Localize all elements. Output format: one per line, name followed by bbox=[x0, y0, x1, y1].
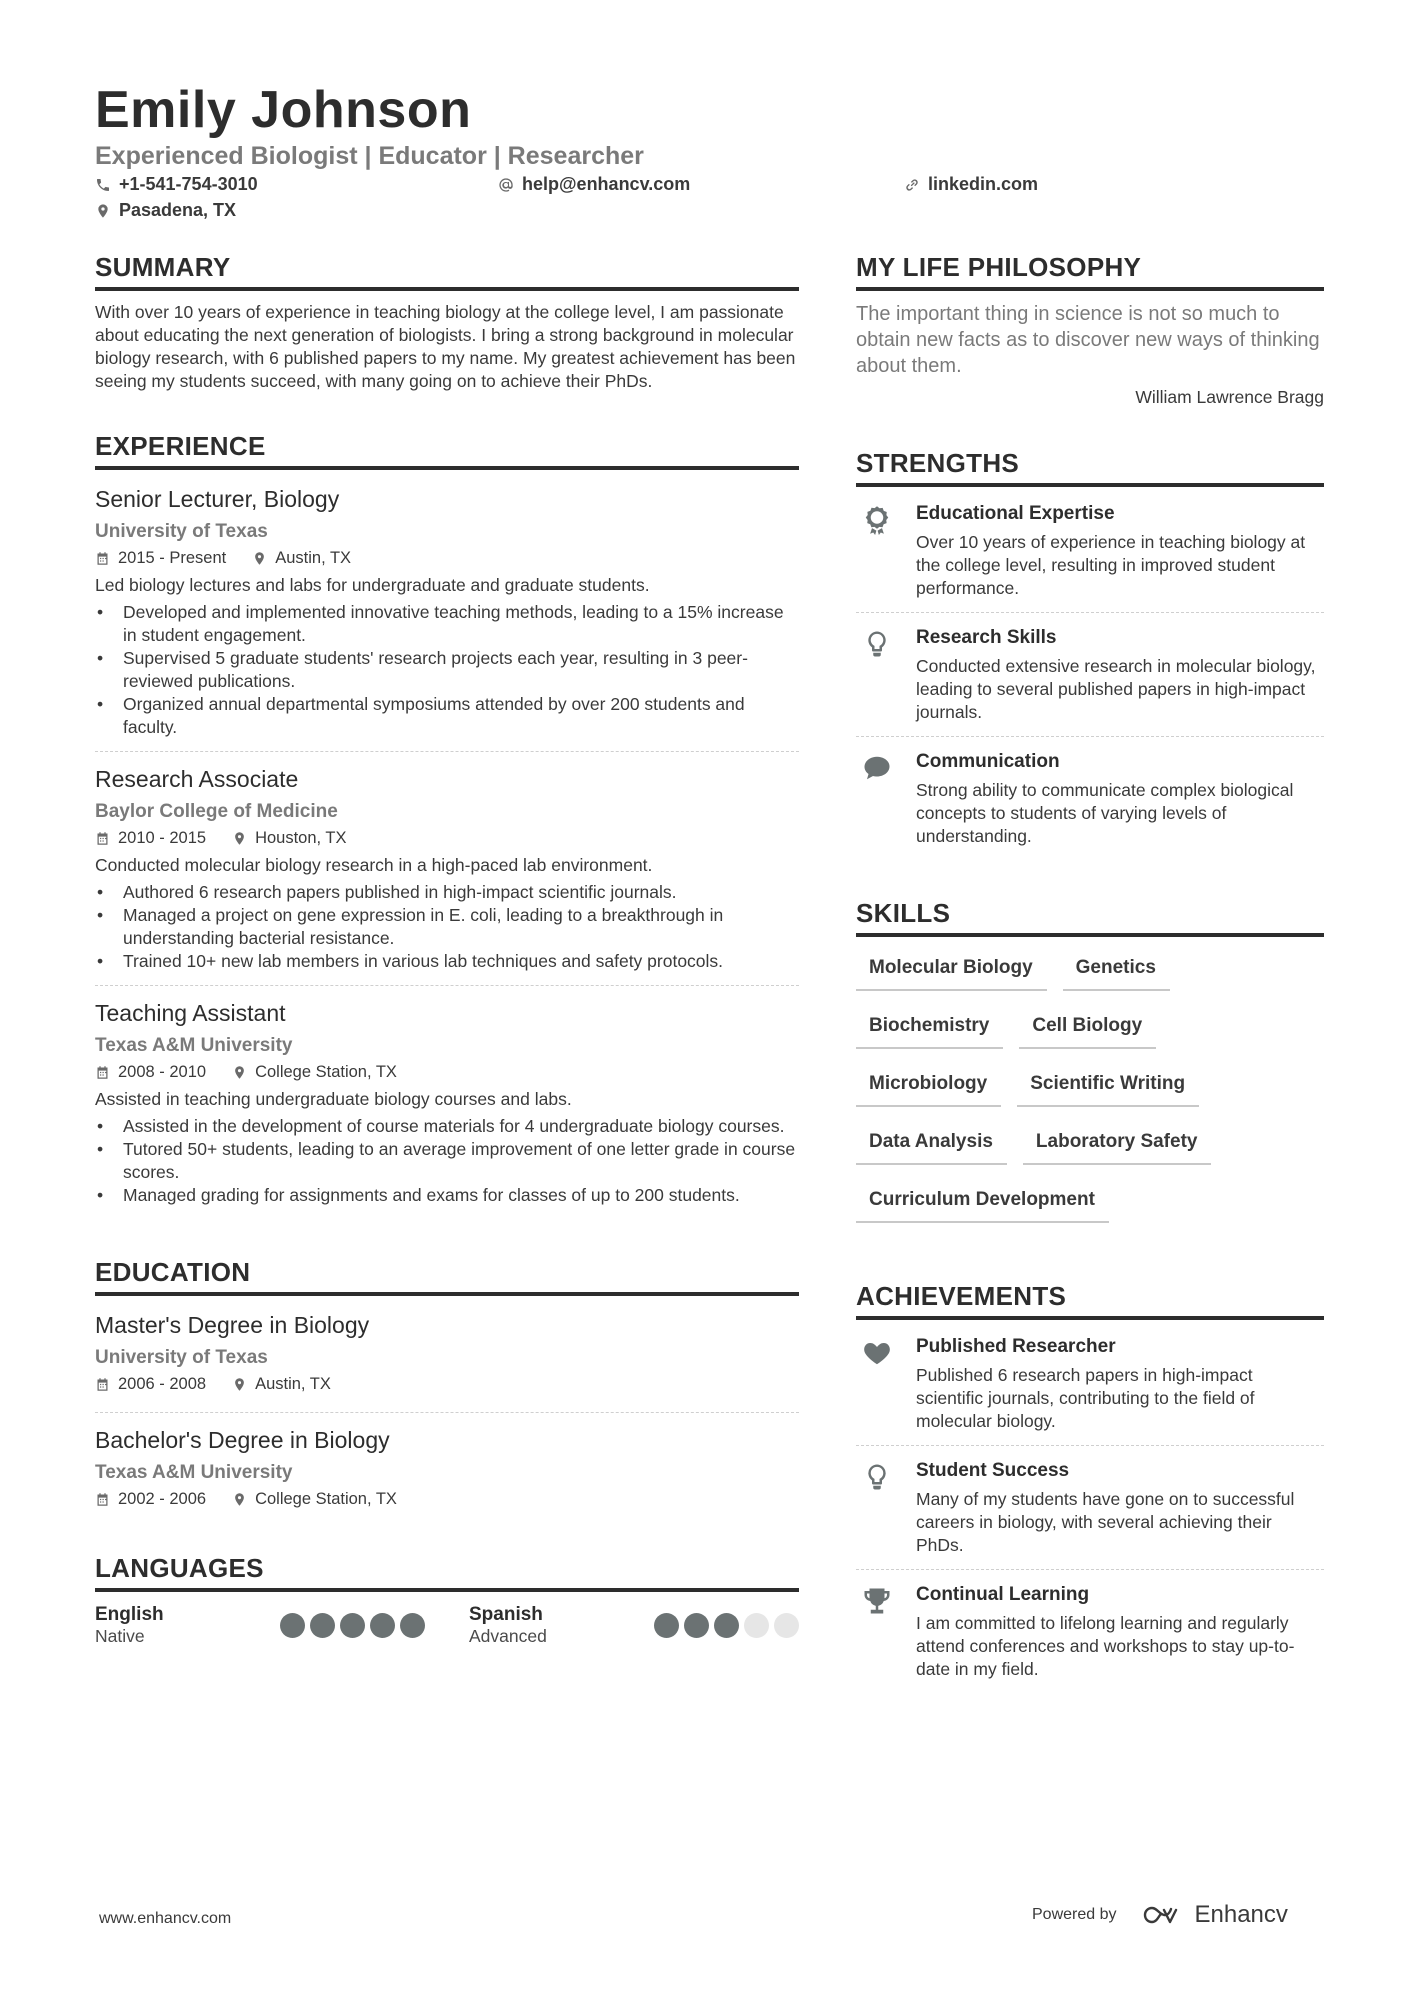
phone-icon bbox=[95, 177, 111, 193]
education-meta bbox=[95, 1490, 799, 1509]
job-meta bbox=[95, 549, 799, 568]
rating-dot-filled bbox=[280, 1613, 305, 1638]
right-column bbox=[856, 252, 1324, 1703]
lightbulb-icon bbox=[862, 629, 892, 659]
candidate-headline: Experienced Biologist | Educator | Researcher bbox=[95, 142, 644, 170]
at-icon bbox=[498, 177, 514, 193]
rating-dot-filled bbox=[714, 1613, 739, 1638]
contact-location bbox=[95, 200, 236, 221]
education-meta bbox=[95, 1375, 799, 1394]
skills-list bbox=[856, 955, 1324, 1245]
location-pin-icon bbox=[252, 551, 267, 566]
job-description: Assisted in teaching undergraduate biology courses and labs. bbox=[95, 1089, 572, 1109]
experience-entry bbox=[95, 764, 799, 986]
skills-section bbox=[856, 898, 1324, 1245]
strength-text: Strong ability to communicate complex biological concepts to students of varying levels of understanding. bbox=[916, 780, 1294, 846]
education-location-text: Austin, TX bbox=[255, 1375, 331, 1393]
job-dates-text: 2008 - 2010 bbox=[118, 1063, 207, 1081]
job-bullet: • Tutored 50+ students, leading to an average improvement of one letter grade in course scores. bbox=[95, 1138, 799, 1184]
job-meta bbox=[95, 829, 799, 848]
job-bullet: • Developed and implemented innovative teaching methods, leading to a 15% increase in student engagement. bbox=[95, 601, 799, 647]
strengths-section bbox=[856, 448, 1324, 860]
achievement-item bbox=[856, 1456, 1324, 1570]
rating-dot-filled bbox=[684, 1613, 709, 1638]
achievement-title: Continual Learning bbox=[916, 1584, 1090, 1605]
school-name: University of Texas bbox=[95, 1347, 268, 1368]
job-title: Teaching Assistant bbox=[95, 1000, 286, 1026]
achievements-section bbox=[856, 1281, 1324, 1693]
lightbulb-icon bbox=[862, 1462, 892, 1492]
trophy-icon bbox=[862, 1586, 892, 1616]
brand-name: Enhancv bbox=[1194, 1901, 1288, 1928]
experience-title: EXPERIENCE bbox=[95, 431, 799, 470]
company-name: University of Texas bbox=[95, 521, 268, 542]
language-rating bbox=[280, 1613, 425, 1638]
calendar-icon bbox=[95, 1377, 110, 1392]
education-location bbox=[232, 1375, 331, 1394]
job-description: Conducted molecular biology research in a high-paced lab environment. bbox=[95, 855, 653, 875]
job-location bbox=[232, 829, 346, 848]
calendar-icon bbox=[95, 1492, 110, 1507]
job-description: Led biology lectures and labs for undergraduate and graduate students. bbox=[95, 575, 650, 595]
job-bullet: • Assisted in the development of course materials for 4 undergraduate biology courses. bbox=[95, 1115, 799, 1138]
achievement-item bbox=[856, 1332, 1324, 1446]
rating-dot-filled bbox=[400, 1613, 425, 1638]
job-location-text: Houston, TX bbox=[255, 829, 347, 847]
enhancv-logo-icon bbox=[1141, 1903, 1187, 1927]
location-pin-icon bbox=[232, 831, 247, 846]
contact-phone bbox=[95, 174, 258, 195]
education-location-text: College Station, TX bbox=[255, 1490, 397, 1508]
job-title: Research Associate bbox=[95, 766, 299, 792]
achievement-item bbox=[856, 1580, 1324, 1693]
location-pin-icon bbox=[232, 1065, 247, 1080]
job-bullet: • Authored 6 research papers published in high-impact scientific journals. bbox=[95, 881, 799, 904]
contact-linkedin[interactable] bbox=[904, 174, 1038, 195]
job-dates bbox=[95, 1063, 206, 1082]
location-text: Pasadena, TX bbox=[119, 200, 237, 220]
link-icon bbox=[904, 177, 920, 193]
education-dates bbox=[95, 1375, 206, 1394]
education-entry bbox=[95, 1310, 799, 1413]
left-column bbox=[95, 252, 799, 1647]
summary-section bbox=[95, 252, 799, 393]
language-name: English bbox=[95, 1604, 164, 1625]
strength-title: Communication bbox=[916, 751, 1060, 772]
strength-text: Over 10 years of experience in teaching biology at the college level, resulting in improved student performance. bbox=[916, 532, 1306, 598]
strengths-title: STRENGTHS bbox=[856, 448, 1324, 487]
job-location-text: College Station, TX bbox=[255, 1063, 397, 1081]
summary-title: SUMMARY bbox=[95, 252, 799, 291]
achievement-text: Published 6 research papers in high-impact scientific journals, contributing to the field of molecular biology. bbox=[916, 1365, 1255, 1431]
location-pin-icon bbox=[95, 203, 111, 219]
job-dates bbox=[95, 549, 226, 568]
strength-item bbox=[856, 499, 1324, 613]
school-name: Texas A&M University bbox=[95, 1462, 293, 1483]
job-bullet: • Trained 10+ new lab members in various lab techniques and safety protocols. bbox=[95, 950, 799, 973]
education-location bbox=[232, 1490, 397, 1509]
job-meta bbox=[95, 1063, 799, 1082]
achievement-text: Many of my students have gone on to successful careers in biology, with several achieving their PhDs. bbox=[916, 1489, 1295, 1555]
company-name: Baylor College of Medicine bbox=[95, 801, 338, 822]
skill-tag: Genetics bbox=[1063, 955, 1170, 991]
skill-tag: Cell Biology bbox=[1019, 1013, 1156, 1049]
footer-branding bbox=[1032, 1901, 1288, 1929]
skill-tag: Curriculum Development bbox=[856, 1187, 1109, 1223]
job-bullet: • Supervised 5 graduate students' research projects each year, resulting in 3 peer-reviewed publications. bbox=[95, 647, 799, 693]
quote-author: William Lawrence Bragg bbox=[1135, 387, 1324, 407]
experience-entry bbox=[95, 998, 799, 1219]
summary-text: With over 10 years of experience in teaching biology at the college level, I am passionate about educating the next generation of biologists. I bring a strong background in molecular biology research, with 6 published papers to my name. My greatest achievement has been seeing my students succeed, with many going on to achieve their PhDs. bbox=[95, 302, 796, 391]
rating-dot-filled bbox=[654, 1613, 679, 1638]
language-item bbox=[95, 1604, 425, 1647]
job-bullets bbox=[95, 1115, 799, 1207]
skills-title: SKILLS bbox=[856, 898, 1324, 937]
phone-text: +1-541-754-3010 bbox=[119, 174, 258, 194]
job-bullet: • Managed a project on gene expression in E. coli, leading to a breakthrough in understanding bacterial resistance. bbox=[95, 904, 799, 950]
skill-tag: Scientific Writing bbox=[1017, 1071, 1199, 1107]
rating-dot-empty bbox=[774, 1613, 799, 1638]
location-pin-icon bbox=[232, 1377, 247, 1392]
strength-title: Research Skills bbox=[916, 627, 1057, 648]
location-pin-icon bbox=[232, 1492, 247, 1507]
education-dates bbox=[95, 1490, 206, 1509]
footer-website[interactable]: www.enhancv.com bbox=[99, 1910, 232, 1927]
calendar-icon bbox=[95, 551, 110, 566]
achievements-title: ACHIEVEMENTS bbox=[856, 1281, 1324, 1320]
skill-tag: Molecular Biology bbox=[856, 955, 1047, 991]
job-dates-text: 2015 - Present bbox=[118, 549, 227, 567]
experience-section bbox=[95, 431, 799, 1219]
email-text: help@enhancv.com bbox=[522, 174, 691, 194]
rating-dot-empty bbox=[744, 1613, 769, 1638]
job-dates bbox=[95, 829, 206, 848]
linkedin-text: linkedin.com bbox=[928, 174, 1039, 194]
calendar-icon bbox=[95, 1065, 110, 1080]
job-bullet: • Managed grading for assignments and exams for classes of up to 200 students. bbox=[95, 1184, 799, 1207]
languages-list bbox=[95, 1604, 799, 1647]
job-bullets bbox=[95, 881, 799, 973]
strength-title: Educational Expertise bbox=[916, 503, 1115, 524]
skill-tag: Data Analysis bbox=[856, 1129, 1007, 1165]
language-level: Advanced bbox=[469, 1626, 547, 1646]
speech-bubble-icon bbox=[862, 753, 892, 783]
award-icon bbox=[862, 505, 892, 535]
skill-tag: Biochemistry bbox=[856, 1013, 1003, 1049]
job-dates-text: 2010 - 2015 bbox=[118, 829, 207, 847]
education-title: EDUCATION bbox=[95, 1257, 799, 1296]
education-dates-text: 2002 - 2006 bbox=[118, 1490, 207, 1508]
education-dates-text: 2006 - 2008 bbox=[118, 1375, 207, 1393]
degree-title: Bachelor's Degree in Biology bbox=[95, 1427, 390, 1453]
strength-item bbox=[856, 623, 1324, 737]
calendar-icon bbox=[95, 831, 110, 846]
rating-dot-filled bbox=[340, 1613, 365, 1638]
achievement-title: Published Researcher bbox=[916, 1336, 1116, 1357]
philosophy-title: MY LIFE PHILOSOPHY bbox=[856, 252, 1324, 291]
languages-title: LANGUAGES bbox=[95, 1553, 799, 1592]
job-title: Senior Lecturer, Biology bbox=[95, 486, 340, 512]
job-location bbox=[252, 549, 351, 568]
job-bullet: • Organized annual departmental symposiums attended by over 200 students and faculty. bbox=[95, 693, 799, 739]
rating-dot-filled bbox=[370, 1613, 395, 1638]
language-name: Spanish bbox=[469, 1604, 543, 1625]
language-item bbox=[469, 1604, 799, 1647]
language-rating bbox=[654, 1613, 799, 1638]
strength-text: Conducted extensive research in molecular biology, leading to several published papers in high-impact journals. bbox=[916, 656, 1316, 722]
language-level: Native bbox=[95, 1626, 145, 1646]
experience-entry bbox=[95, 484, 799, 752]
education-entry bbox=[95, 1425, 799, 1527]
rating-dot-filled bbox=[310, 1613, 335, 1638]
degree-title: Master's Degree in Biology bbox=[95, 1312, 370, 1338]
job-location-text: Austin, TX bbox=[275, 549, 352, 567]
strength-item bbox=[856, 747, 1324, 860]
skill-tag: Microbiology bbox=[856, 1071, 1001, 1107]
job-location bbox=[232, 1063, 397, 1082]
skill-tag: Laboratory Safety bbox=[1023, 1129, 1212, 1165]
brand-logo[interactable] bbox=[1141, 1901, 1288, 1929]
company-name: Texas A&M University bbox=[95, 1035, 293, 1056]
job-bullets bbox=[95, 601, 799, 739]
philosophy-section bbox=[856, 252, 1324, 408]
philosophy-quote: The important thing in science is not so much to obtain new facts as to discover new ways of thinking about them. bbox=[856, 303, 1320, 377]
powered-by-text: Powered by bbox=[1032, 1906, 1117, 1923]
candidate-name: Emily Johnson bbox=[95, 81, 472, 139]
education-section bbox=[95, 1257, 799, 1527]
achievement-title: Student Success bbox=[916, 1460, 1070, 1481]
achievement-text: I am committed to lifelong learning and regularly attend conferences and workshops to stay up-to-date in my field. bbox=[916, 1613, 1295, 1679]
heart-icon bbox=[862, 1338, 892, 1368]
languages-section bbox=[95, 1553, 799, 1647]
contact-email[interactable] bbox=[498, 174, 690, 195]
